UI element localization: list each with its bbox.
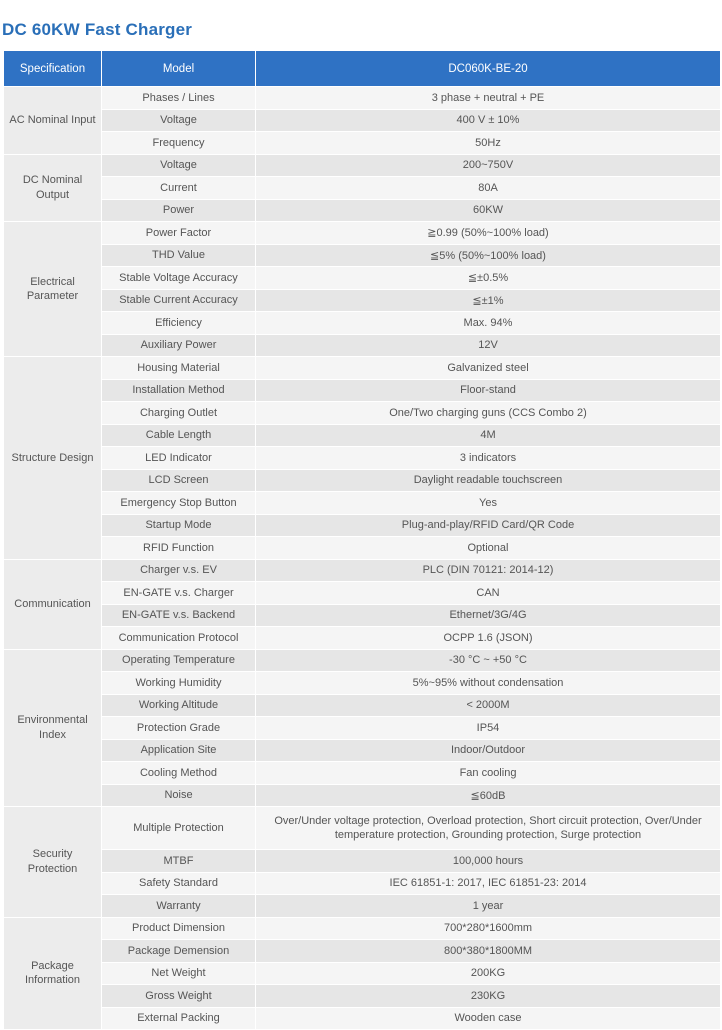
spec-value: Plug-and-play/RFID Card/QR Code bbox=[256, 514, 721, 537]
spec-value: Optional bbox=[256, 537, 721, 560]
spec-label: Safety Standard bbox=[102, 872, 256, 895]
spec-label: EN-GATE v.s. Charger bbox=[102, 582, 256, 605]
table-row bbox=[4, 469, 721, 492]
spec-label: Gross Weight bbox=[102, 985, 256, 1008]
spec-value: ≦60dB bbox=[256, 784, 721, 807]
spec-label: Working Altitude bbox=[102, 694, 256, 717]
spec-label: Operating Temperature bbox=[102, 649, 256, 672]
spec-value: 50Hz bbox=[256, 132, 721, 155]
table-row bbox=[4, 357, 721, 380]
spec-value: One/Two charging guns (CCS Combo 2) bbox=[256, 402, 721, 425]
spec-value: Daylight readable touchscreen bbox=[256, 469, 721, 492]
table-row bbox=[4, 1007, 721, 1030]
spec-label: Efficiency bbox=[102, 312, 256, 335]
spec-value: OCPP 1.6 (JSON) bbox=[256, 627, 721, 650]
spec-value: 230KG bbox=[256, 985, 721, 1008]
spec-table-body bbox=[4, 87, 721, 1030]
spec-value: -30 °C ~ +50 °C bbox=[256, 649, 721, 672]
spec-value: 3 indicators bbox=[256, 447, 721, 470]
spec-label: Emergency Stop Button bbox=[102, 492, 256, 515]
table-row bbox=[4, 807, 721, 850]
table-row bbox=[4, 784, 721, 807]
spec-label: Charger v.s. EV bbox=[102, 559, 256, 582]
spec-value: 700*280*1600mm bbox=[256, 917, 721, 940]
table-row bbox=[4, 717, 721, 740]
spec-label: Auxiliary Power bbox=[102, 334, 256, 357]
section-label bbox=[4, 559, 102, 649]
section-label bbox=[4, 357, 102, 560]
table-row bbox=[4, 762, 721, 785]
table-row bbox=[4, 850, 721, 873]
spec-label: Installation Method bbox=[102, 379, 256, 402]
table-row bbox=[4, 559, 721, 582]
spec-value: 5%~95% without condensation bbox=[256, 672, 721, 695]
spec-value: ≦5% (50%~100% load) bbox=[256, 244, 721, 267]
table-row bbox=[4, 402, 721, 425]
table-row bbox=[4, 447, 721, 470]
spec-label: Product Dimension bbox=[102, 917, 256, 940]
section-label-text: Environmental Index bbox=[17, 714, 88, 741]
table-row bbox=[4, 199, 721, 222]
table-row bbox=[4, 604, 721, 627]
spec-label: Application Site bbox=[102, 739, 256, 762]
spec-value: IP54 bbox=[256, 717, 721, 740]
spec-label: MTBF bbox=[102, 850, 256, 873]
spec-label: RFID Function bbox=[102, 537, 256, 560]
spec-label: Noise bbox=[102, 784, 256, 807]
spec-value: 12V bbox=[256, 334, 721, 357]
spec-value: Wooden case bbox=[256, 1007, 721, 1030]
section-label-text: Communication bbox=[14, 597, 91, 610]
spec-value: 4M bbox=[256, 424, 721, 447]
section-label-text: Security Protection bbox=[27, 848, 78, 875]
spec-value: CAN bbox=[256, 582, 721, 605]
table-row bbox=[4, 940, 721, 963]
table-row bbox=[4, 177, 721, 200]
spec-label: Frequency bbox=[102, 132, 256, 155]
spec-value: 400 V ± 10% bbox=[256, 109, 721, 132]
table-row bbox=[4, 222, 721, 245]
table-row bbox=[4, 627, 721, 650]
spec-value: ≦±0.5% bbox=[256, 267, 721, 290]
section-label bbox=[4, 222, 102, 357]
table-row bbox=[4, 985, 721, 1008]
section-label-text: AC Nominal Input bbox=[9, 114, 96, 127]
table-row bbox=[4, 694, 721, 717]
spec-label: Current bbox=[102, 177, 256, 200]
spec-label: Net Weight bbox=[102, 962, 256, 985]
section-label-text: Structure Design bbox=[11, 451, 94, 464]
spec-value: 200KG bbox=[256, 962, 721, 985]
spec-value: 80A bbox=[256, 177, 721, 200]
spec-value: 200~750V bbox=[256, 154, 721, 177]
spec-value: Floor-stand bbox=[256, 379, 721, 402]
spec-label: Power Factor bbox=[102, 222, 256, 245]
table-row bbox=[4, 312, 721, 335]
table-row bbox=[4, 739, 721, 762]
spec-table bbox=[3, 50, 721, 1030]
table-row bbox=[4, 514, 721, 537]
table-row bbox=[4, 537, 721, 560]
section-label bbox=[4, 807, 102, 918]
spec-value: Over/Under voltage protection, Overload protection, Short circuit protection, Over/Under temperature protection, Grounding protection, Surge protection bbox=[256, 807, 721, 850]
spec-label: EN-GATE v.s. Backend bbox=[102, 604, 256, 627]
table-row bbox=[4, 672, 721, 695]
section-label-text: Electrical Parameter bbox=[26, 275, 79, 302]
section-label bbox=[4, 154, 102, 222]
section-label bbox=[4, 87, 102, 155]
spec-label: Warranty bbox=[102, 895, 256, 918]
spec-label: Housing Material bbox=[102, 357, 256, 380]
spec-label: Cooling Method bbox=[102, 762, 256, 785]
spec-value: < 2000M bbox=[256, 694, 721, 717]
table-row bbox=[4, 917, 721, 940]
spec-value: 1 year bbox=[256, 895, 721, 918]
table-row bbox=[4, 379, 721, 402]
table-row bbox=[4, 424, 721, 447]
section-label-text: DC Nominal Output bbox=[22, 174, 83, 201]
header-model: Model bbox=[102, 51, 256, 87]
table-row bbox=[4, 132, 721, 155]
spec-label: External Packing bbox=[102, 1007, 256, 1030]
spec-value: 60KW bbox=[256, 199, 721, 222]
table-row bbox=[4, 109, 721, 132]
spec-label: Startup Mode bbox=[102, 514, 256, 537]
spec-label: Package Demension bbox=[102, 940, 256, 963]
spec-value: Yes bbox=[256, 492, 721, 515]
spec-value: IEC 61851-1: 2017, IEC 61851-23: 2014 bbox=[256, 872, 721, 895]
spec-label: Charging Outlet bbox=[102, 402, 256, 425]
table-header-row bbox=[4, 51, 721, 87]
spec-value: PLC (DIN 70121: 2014-12) bbox=[256, 559, 721, 582]
spec-label: Phases / Lines bbox=[102, 87, 256, 110]
table-row bbox=[4, 872, 721, 895]
table-row bbox=[4, 895, 721, 918]
page-title: DC 60KW Fast Charger bbox=[2, 20, 193, 39]
spec-value: 3 phase + neutral + PE bbox=[256, 87, 721, 110]
table-row bbox=[4, 492, 721, 515]
table-row bbox=[4, 289, 721, 312]
table-row bbox=[4, 582, 721, 605]
spec-label: Power bbox=[102, 199, 256, 222]
table-row bbox=[4, 267, 721, 290]
spec-label: Voltage bbox=[102, 154, 256, 177]
spec-label: Working Humidity bbox=[102, 672, 256, 695]
spec-value: Indoor/Outdoor bbox=[256, 739, 721, 762]
spec-label: LED Indicator bbox=[102, 447, 256, 470]
spec-label: Stable Current Accuracy bbox=[102, 289, 256, 312]
spec-value: ≦±1% bbox=[256, 289, 721, 312]
spec-label: Cable Length bbox=[102, 424, 256, 447]
spec-value: ≧0.99 (50%~100% load) bbox=[256, 222, 721, 245]
spec-value: 800*380*1800MM bbox=[256, 940, 721, 963]
spec-label: Multiple Protection bbox=[102, 807, 256, 850]
section-label bbox=[4, 649, 102, 807]
spec-label: LCD Screen bbox=[102, 469, 256, 492]
spec-label: Voltage bbox=[102, 109, 256, 132]
spec-value: Fan cooling bbox=[256, 762, 721, 785]
header-specification: Specification bbox=[4, 51, 102, 87]
section-label-text: Package Information bbox=[24, 959, 81, 987]
spec-label: Communication Protocol bbox=[102, 627, 256, 650]
spec-label: THD Value bbox=[102, 244, 256, 267]
header-model-value: DC060K-BE-20 bbox=[256, 51, 721, 87]
spec-value: Ethernet/3G/4G bbox=[256, 604, 721, 627]
spec-value: 100,000 hours bbox=[256, 850, 721, 873]
spec-value: Max. 94% bbox=[256, 312, 721, 335]
section-label bbox=[4, 917, 102, 1030]
table-row bbox=[4, 962, 721, 985]
spec-value: Galvanized steel bbox=[256, 357, 721, 380]
table-row bbox=[4, 334, 721, 357]
spec-label: Stable Voltage Accuracy bbox=[102, 267, 256, 290]
table-row bbox=[4, 87, 721, 110]
table-row bbox=[4, 154, 721, 177]
table-row bbox=[4, 649, 721, 672]
spec-label: Protection Grade bbox=[102, 717, 256, 740]
table-row bbox=[4, 244, 721, 267]
